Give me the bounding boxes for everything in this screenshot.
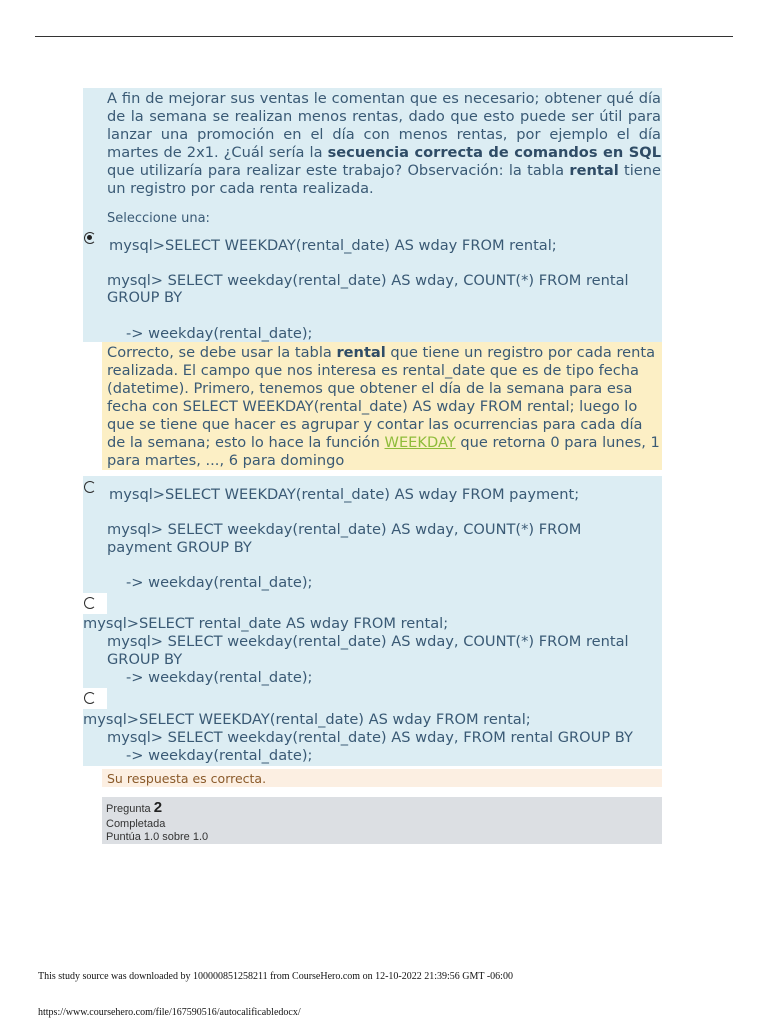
option-2-radio[interactable] [84,481,96,493]
feedback-text-part: que retorna 0 para lunes, 1 para martes, ..., 6 para domingo [107,434,660,469]
option-2-line-2: mysql> SELECT weekday(rental_date) AS wday, COUNT(*) FROM [107,521,582,538]
option-1-line-2: mysql> SELECT weekday(rental_date) AS wday, COUNT(*) FROM rental [107,272,629,289]
question-text [107,90,661,198]
question-emphasis: secuencia correcta de comandos en SQL [327,144,661,161]
question-score: Puntúa 1.0 sobre 1.0 [106,831,209,843]
question-label: Pregunta [106,803,151,815]
option-4-radio[interactable] [84,692,96,704]
question-number [106,799,162,816]
option-2-line-3: payment GROUP BY [107,539,252,556]
top-divider [35,36,733,37]
select-one-label: Seleccione una: [107,211,210,226]
footer-url[interactable]: https://www.coursehero.com/file/167590516/autocalificabledocx/ [38,1007,301,1018]
footer-source: This study source was downloaded by 100000851258211 from CourseHero.com on 12-10-2022 21:39:56 GMT -06:00 [38,971,513,982]
option-3-line-3: GROUP BY [107,651,183,668]
option-4-line-1: mysql>SELECT WEEKDAY(rental_date) AS wday FROM rental; [83,711,531,728]
option-4-line-3: -> weekday(rental_date); [126,747,313,764]
feedback-table-name: rental [336,344,386,361]
feedback-text-part: Correcto, se debe usar la tabla [107,344,337,361]
feedback-text-part: que tiene un registro por cada renta realizada. El campo que nos interesa es rental_date que es de tipo fecha (datetime). Primero, tenemos que obtener el día de la semana para esa fecha con SELECT WEEKDAY(rental_date) AS wday FROM rental; luego lo que se tiene que hacer es agrupar y contar las ocurrencias para cada día de la semana; esto lo hace la función [107,344,656,451]
option-3-line-2: mysql> SELECT weekday(rental_date) AS wday, COUNT(*) FROM rental [107,633,629,650]
option-2-line-4: -> weekday(rental_date); [126,574,313,591]
option-3-line-4: -> weekday(rental_date); [126,669,313,686]
question-text-part: tiene un registro por cada renta realizada. [107,162,661,197]
weekday-link[interactable]: WEEKDAY [384,434,456,451]
answer-status-text: Su respuesta es correcta. [107,771,267,786]
option-1-line-3: GROUP BY [107,289,183,306]
option-1-radio[interactable] [84,232,96,244]
option-1-line-1: mysql>SELECT WEEKDAY(rental_date) AS wday FROM rental; [109,237,557,254]
option-3-radio[interactable] [84,597,96,609]
option-3-line-1: mysql>SELECT rental_date AS wday FROM rental; [83,615,449,632]
question-state: Completada [106,818,166,830]
option-4-line-2: mysql> SELECT weekday(rental_date) AS wday, FROM rental GROUP BY [107,729,633,746]
question-number-value: 2 [153,799,163,816]
question-table-name: rental [569,162,619,179]
option-2-line-1: mysql>SELECT WEEKDAY(rental_date) AS wday FROM payment; [109,486,580,503]
option-1-line-4: -> weekday(rental_date); [126,325,313,342]
feedback-text [107,344,663,470]
question-text-part: que utilizaría para realizar este trabajo? Observación: la tabla [107,162,570,179]
question-text-part: A fin de mejorar sus ventas le comentan que es necesario; obtener qué día de la semana se realizan menos rentas, dado que esto puede ser útil para lanzar una promoción en el día con menos rentas, por ejemplo el día martes de 2x1. ¿Cuál sería la [107,90,661,161]
